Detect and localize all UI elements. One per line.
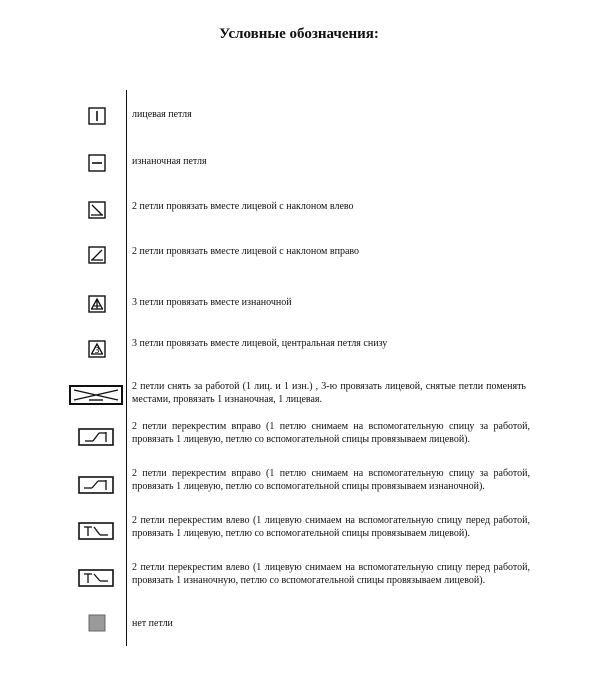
k3tog-center-icon xyxy=(88,340,106,358)
no-stitch-icon xyxy=(88,614,106,632)
legend-text: 2 петли снять за работой (1 лиц. и 1 изн.) , 3-ю провязать лицевой, снятые петли поменять местами, провязать 1 изнаночная, 1 лицевая. xyxy=(132,381,526,405)
k2tog-right-icon xyxy=(88,246,106,264)
legend-text: 2 петли перекрестим влево (1 лицевую снимаем на вспомогательную спицу перед работой, провязать 1 изнаночную, петлю со вспомогательной спицы провязываем лицевой). xyxy=(132,562,530,586)
legend-text: 3 петли провязать вместе лицевой, центральная петля снизу xyxy=(132,338,388,349)
legend-text: 2 петли перекрестим вправо (1 петлю снимаем на вспомогательную спицу за работой, провязать 1 лицевую, петлю со вспомогательной спицы провязываем лицевой). xyxy=(132,421,530,445)
k2tog-left-icon xyxy=(88,201,106,219)
right-cross-knit-icon xyxy=(78,428,114,446)
legend-text: нет петли xyxy=(132,618,173,629)
legend-text: 2 петли перекрестим влево (1 лицевую снимаем на вспомогательную спицу перед работой, провязать 1 лицевую, петлю со вспомогательной спицы провязываем лицевой). xyxy=(132,515,530,539)
divider-line xyxy=(126,90,127,646)
legend-title: Условные обозначения: xyxy=(219,26,379,42)
legend-text: 3 петли провязать вместе изнаночной xyxy=(132,297,292,308)
cross-3-stitch-icon xyxy=(69,385,123,405)
p3tog-icon xyxy=(88,295,106,313)
left-cross-knit-icon xyxy=(78,522,114,540)
right-cross-purl-icon xyxy=(78,476,114,494)
legend-text: лицевая петля xyxy=(132,109,192,120)
left-cross-purl-icon xyxy=(78,569,114,587)
legend-text: изнаночная петля xyxy=(132,156,207,167)
knit-stitch-icon xyxy=(88,107,106,125)
legend-text: 2 петли провязать вместе лицевой с наклоном влево xyxy=(132,201,354,212)
legend-text: 2 петли перекрестим вправо (1 петлю снимаем на вспомогательную спицу за работой, провязать 1 лицевую, петлю со вспомогательной спицы провязываем изнаночной). xyxy=(132,468,530,492)
purl-stitch-icon xyxy=(88,154,106,172)
svg-text:3: 3 xyxy=(94,346,100,355)
legend-text: 2 петли провязать вместе лицевой с наклоном вправо xyxy=(132,246,360,257)
